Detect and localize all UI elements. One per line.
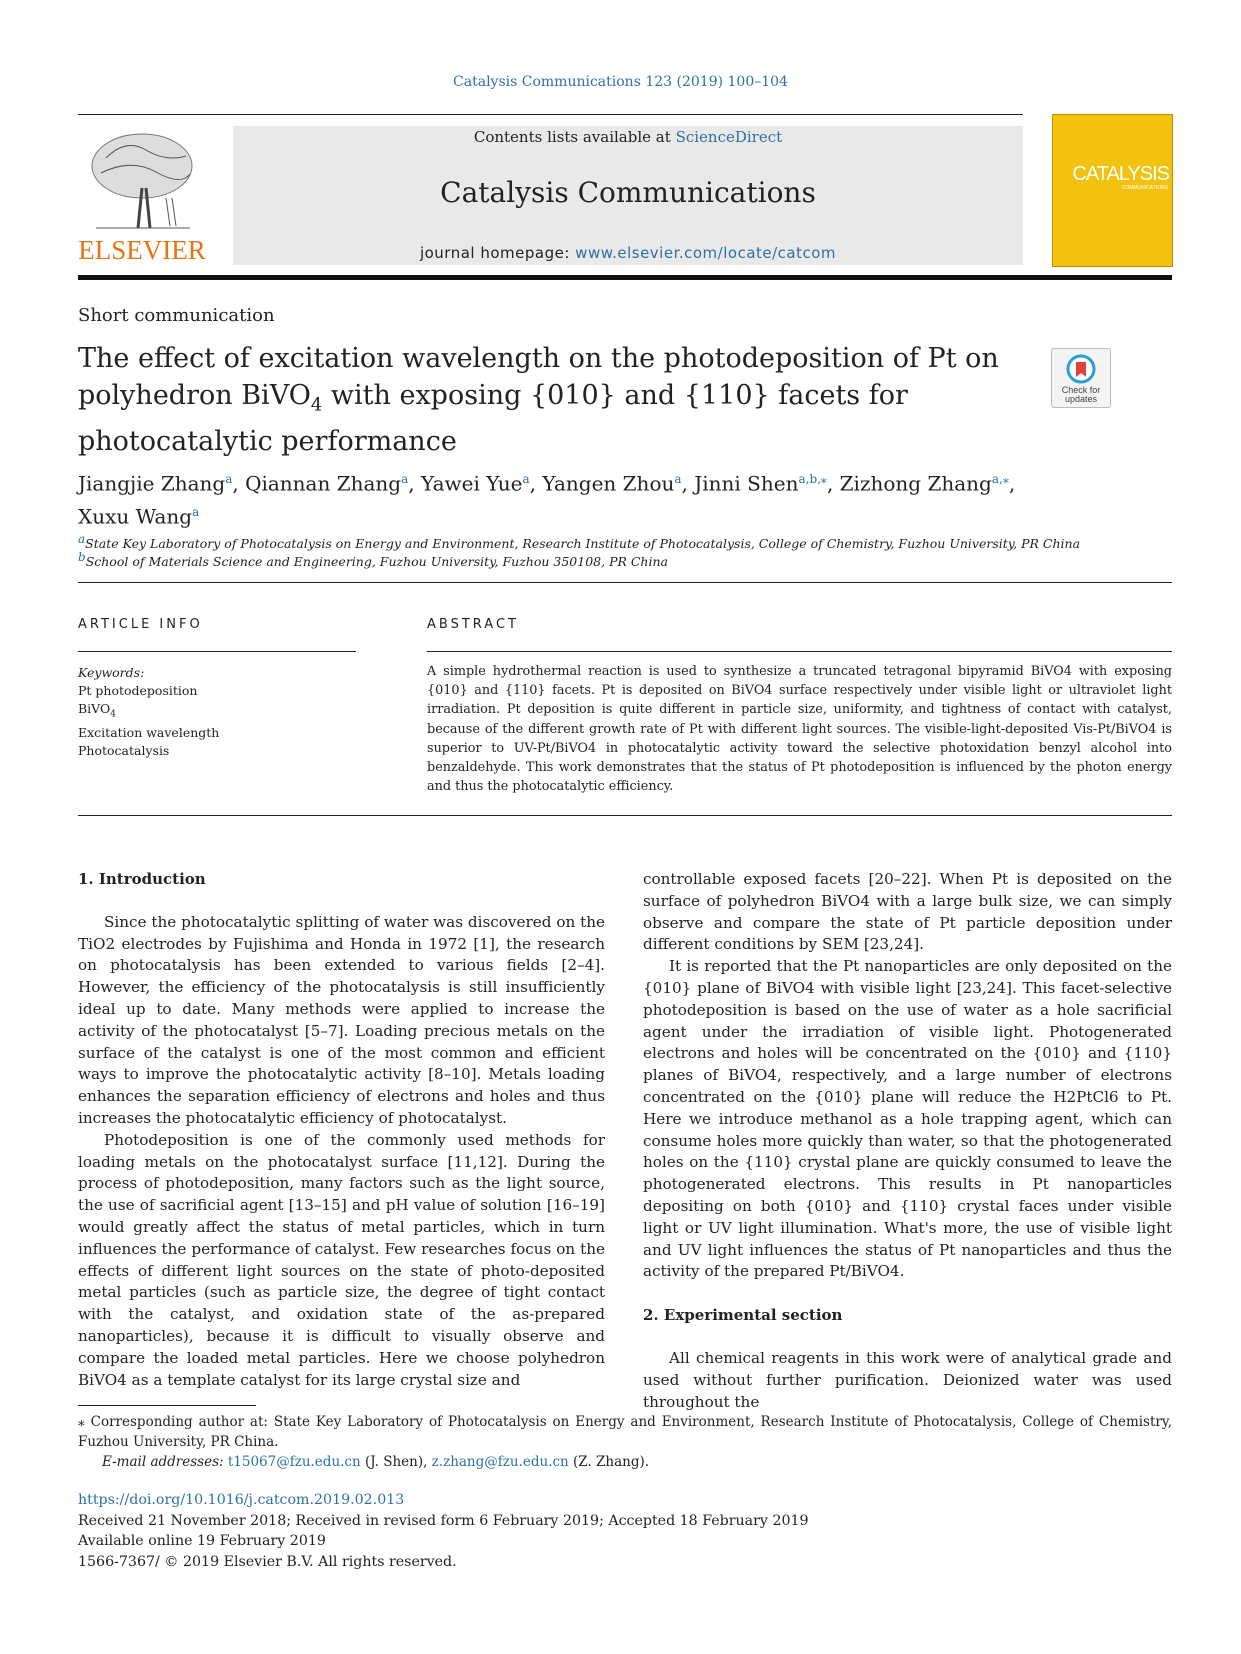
received-dates: Received 21 November 2018; Received in revised form 6 February 2019; Accepted 18 February 2019 (78, 1512, 809, 1529)
header-thick-rule (78, 275, 1172, 280)
section-heading: 1. Introduction (78, 870, 206, 888)
author-affiliation-mark[interactable]: a (674, 472, 682, 486)
author-name[interactable]: Qiannan Zhang (245, 471, 402, 496)
journal-name: Catalysis Communications (440, 176, 816, 209)
footnote-rule (78, 1405, 256, 1406)
author-list: Jiangjie Zhang$^a$, Qiannan Zhang$^a$, Yawei Yue$^a$, Yangen Zhou$^a$, Jinni Shen$^{a,b,⁎}$, Zizhong Zhang$^{a,⁎}$, Xuxu Wang$^a$ (78, 471, 1016, 529)
elsevier-logo (78, 126, 206, 266)
cover-title: CATALYSIS (1072, 163, 1169, 185)
left-column (78, 869, 605, 1391)
article-title: The effect of excitation wavelength on the photodeposition of Pt on polyhedron BiVO$_4$ with exposing {010} and {110} facets for photocatalytic performance (78, 343, 999, 458)
author-name[interactable]: Yawei Yue (420, 471, 523, 496)
paragraph: It is reported that the Pt nanoparticles are only deposited on the {010} plane of BiVO4 with visible light [23,24]. This facet-selective photodeposition is based on the use of water as a hole sacrificial agent under the irradiation of visible light. Photogenerated electrons and holes will be concentrated on the {010} and {110} planes of BiVO4, respectively, and a large number of electrons concentrated on the {010} plane will reduce the H2PtCl6 to Pt. Here we introduce methanol as a hole trapping agent, which can consume holes more quickly than water, so that the photogenerated holes on the {110} crystal plane are quickly consumed to leave the photogenerated electrons. This results in Pt nanoparticles depositing on both {010} and {110} crystal faces under visible light or UV light illumination. What's more, the use of visible light and UV light influences the status of Pt nanoparticles and thus the activity of the prepared Pt/BiVO4. (643, 957, 1172, 1281)
affiliation-a: $^a$State Key Laboratory of Photocatalysis on Energy and Environment, Research Institute of Photocatalysis, College of Chemistry, Fuzhou University, PR China (78, 532, 1081, 552)
publication-info (78, 1490, 809, 1572)
homepage-line: journal homepage: www.elsevier.com/locate/catcom (419, 244, 837, 262)
copyright: 1566-7367/ © 2019 Elsevier B.V. All rights reserved. (78, 1553, 457, 1570)
author-name[interactable]: Yangen Zhou (542, 471, 675, 496)
online-date: Available online 19 February 2019 (78, 1533, 326, 1549)
author-affiliation-mark[interactable]: a,⁎ (991, 472, 1009, 486)
author-affiliation-mark[interactable]: a,b,⁎ (798, 472, 827, 486)
doi-link[interactable]: https://doi.org/10.1016/j.catcom.2019.02.013 (78, 1492, 405, 1508)
check-updates-label: Check for updates (1061, 385, 1101, 404)
divider (427, 651, 1172, 652)
tree-icon (86, 128, 198, 232)
paragraph: Photodeposition is one of the commonly used methods for loading metals on the photocatalyst surface [11,12]. During the process of photodeposition, many factors such as the light source, the use of sacrificial agent [13–15] and pH value of solution [16–19] would greatly affect the status of metal particles, which in turn influences the performance of catalyst. Few researches focus on the effects of different light sources on the state of photo-deposited metal particles (such as particle size, the degree of tight contact with the catalyst, and oxidation state of the as-prepared nanoparticles), because it is difficult to visually observe and compare the loaded metal particles. Here we choose polyhedron BiVO4 as a template catalyst for its large crystal size and (78, 1130, 605, 1389)
abstract-text: A simple hydrothermal reaction is used to synthesize a truncated tetragonal bipyramid BiVO4 with exposing {010} and {110} facets. Pt is deposited on BiVO4 surface respectively under visible light or ultraviolet light irradiation. Pt deposition is quite different in particle size, uniformity, and tightness of contact with catalyst, because of the different growth rate of Pt with different light sources. The visible-light-deposited Vis-Pt/BiVO4 is superior to UV-Pt/BiVO4 in photocatalytic activity toward the selective photoxidation benzyl alcohol into benzaldehyde. This work demonstrates that the status of Pt photodeposition is influenced by the photon energy and thus the photocatalytic efficiency. (427, 664, 1172, 795)
author-affiliation-mark[interactable]: a (225, 472, 233, 486)
article-info-heading: ARTICLE INFO (78, 617, 203, 632)
author-name[interactable]: Jiangjie Zhang (78, 471, 226, 496)
keywords-block (78, 664, 358, 760)
author-affiliation-mark[interactable]: a (192, 504, 200, 519)
right-column (643, 869, 1172, 1413)
divider (78, 815, 1172, 816)
contents-line: Contents lists available at ScienceDirect (473, 128, 783, 146)
journal-cover[interactable] (1052, 114, 1173, 267)
divider (78, 582, 1172, 583)
keyword: Pt photodeposition (78, 683, 198, 698)
bookmark-icon (1066, 354, 1096, 384)
cover-subtitle: COMMUNICATIONS (1121, 185, 1168, 191)
section-heading: 2. Experimental section (643, 1306, 843, 1325)
author-affiliation-mark[interactable]: a (401, 472, 409, 486)
author-name[interactable]: Xuxu Wang (78, 504, 193, 529)
paragraph: Since the photocatalytic splitting of water was discovered on the TiO2 electrodes by Fujishima and Honda in 1972 [1], the research on photocatalysis has been extended to various fields [2–4]. However, the efficiency of the photocatalysis is still insufficiently ideal up to date. Many methods were applied to increase the activity of the photocatalyst [5–7]. Loading precious metals on the surface of the catalyst is one of the most common and efficient ways to improve the photocatalytic activity [8–10]. Metals loading enhances the separation efficiency of electrons and holes and thus increases the photocatalytic efficiency of photocatalyst. (78, 912, 605, 1127)
sciencedirect-link[interactable]: ScienceDirect (675, 128, 783, 146)
check-updates-button[interactable] (1051, 348, 1111, 408)
keyword: Photocatalysis (78, 742, 170, 758)
author-affiliation-mark[interactable]: a (522, 472, 530, 486)
homepage-link[interactable]: www.elsevier.com/locate/catcom (575, 244, 837, 262)
keywords-label: Keywords: (78, 665, 145, 680)
abstract-heading: ABSTRACT (427, 617, 519, 632)
article-type: Short communication (78, 305, 275, 326)
journal-banner (233, 126, 1023, 265)
author-name[interactable]: Zizhong Zhang (839, 471, 992, 496)
header-rule (78, 114, 1023, 115)
paragraph: controllable exposed facets [20–22]. When Pt is deposited on the surface of polyhedron BiVO4 with a large bulk size, we can simply observe and compare the state of Pt particle deposition under different conditions by SEM [23,24]. (643, 870, 1172, 954)
email-footnote: E-mail addresses: t15067@fzu.edu.cn (J. Shen), z.zhang@fzu.edu.cn (Z. Zhang). (102, 1454, 650, 1470)
paragraph: All chemical reagents in this work were of analytical grade and used without further purification. Deionized water was used throughout the (643, 1348, 1172, 1411)
elsevier-wordmark: ELSEVIER (78, 235, 206, 265)
keyword: BiVO$_4$ (78, 701, 116, 720)
corresponding-footnote: ⁎ Corresponding author at: State Key Laboratory of Photocatalysis on Energy and Environment, Research Institute of Photocatalysis, College of Chemistry, Fuzhou University, PR China. (78, 1414, 1172, 1450)
email-link[interactable]: t15067@fzu.edu.cn (227, 1454, 361, 1470)
keyword: Excitation wavelength (78, 724, 220, 740)
journal-reference[interactable]: Catalysis Communications 123 (2019) 100–104 (453, 74, 788, 90)
divider (78, 651, 356, 652)
email-link[interactable]: z.zhang@fzu.edu.cn (431, 1454, 569, 1470)
affiliation-b: $^b$School of Materials Science and Engineering, Fuzhou University, Fuzhou 350108, PR China (78, 550, 668, 570)
author-name[interactable]: Jinni Shen (694, 471, 799, 496)
